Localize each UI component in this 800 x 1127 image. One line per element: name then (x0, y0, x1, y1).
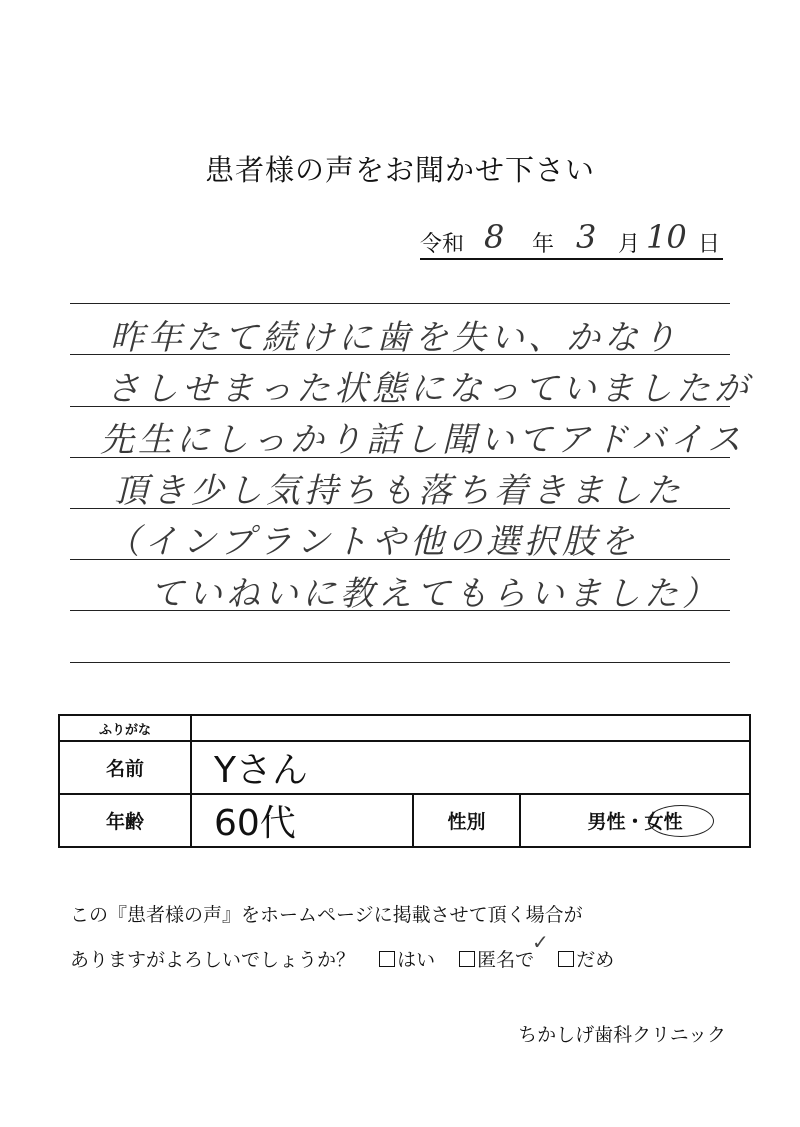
name-value: Yさん (191, 741, 750, 794)
gender-label: 性別 (413, 794, 520, 847)
date-year-unit: 年 (532, 232, 555, 257)
option-no[interactable]: だめ (558, 949, 614, 971)
date-day-unit: 日 (698, 232, 721, 257)
comment-line-5: （インプラントや他の選択肢を (106, 522, 638, 562)
ruled-line (70, 662, 730, 663)
date-day-value: 10 (646, 218, 687, 256)
checkbox-anonymous[interactable] (459, 951, 475, 967)
page-title: 患者様の声をお聞かせ下さい (204, 153, 595, 187)
comment-line-6: ていねいに教えてもらいました） (150, 574, 720, 614)
gender-selected-circle (648, 805, 714, 837)
patient-info-table (58, 714, 751, 848)
comment-line-4: 頂き少し気持ちも落ち着きました (114, 471, 684, 511)
furigana-label: ふりがな (59, 715, 191, 741)
option-anonymous[interactable]: 匿名で (459, 949, 534, 971)
option-yes[interactable]: はい (379, 949, 435, 971)
checkbox-no[interactable] (558, 951, 574, 967)
clinic-name: ちかしげ歯科クリニック (518, 1024, 726, 1046)
consent-question-line2: ありますがよろしいでしょうか？ (70, 949, 356, 971)
age-value: 60代 (191, 794, 413, 847)
ruled-line (70, 303, 730, 304)
comment-line-1: 昨年たて続けに歯を失い、かなり (110, 318, 680, 358)
date-era: 令和 (420, 232, 465, 257)
date-year-value: 8 (484, 218, 505, 256)
comment-line-2: さしせまった状態になっていましたが (106, 369, 752, 409)
date-month-value: 3 (576, 218, 597, 256)
checkmark-icon: ✓ (532, 930, 549, 954)
gender-options (520, 794, 750, 847)
comment-area (70, 0, 752, 700)
age-label: 年齢 (59, 794, 191, 847)
furigana-value (191, 715, 750, 741)
gender-options-text: 男性・女性 (587, 811, 683, 833)
date-month-unit: 月 (618, 232, 641, 257)
consent-question-line1: この『患者様の声』をホームページに掲載させて頂く場合が (70, 904, 583, 926)
checkbox-yes[interactable] (379, 951, 395, 967)
name-label: 名前 (59, 741, 191, 794)
comment-line-3: 先生にしっかり話し聞いてアドバイス (100, 420, 745, 460)
